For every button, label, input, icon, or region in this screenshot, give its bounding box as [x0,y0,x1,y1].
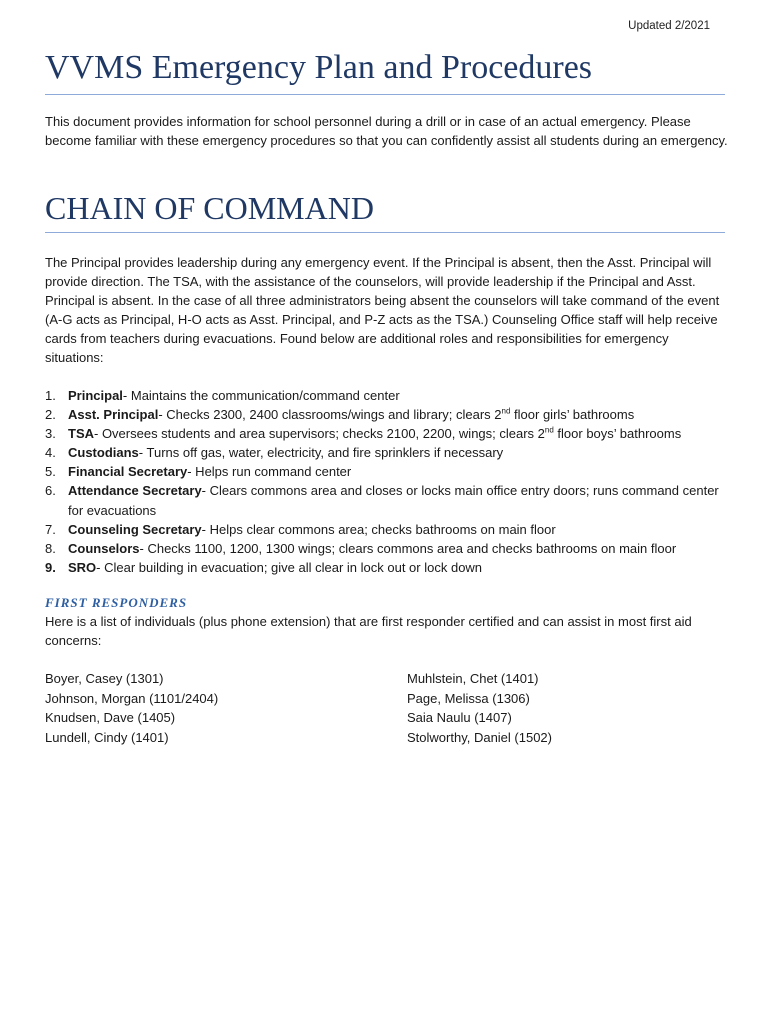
role-name: SRO [68,559,97,575]
role-number: 3. [45,426,56,442]
first-responders-list-left [45,669,218,747]
role-item [45,481,725,519]
role-description-continued: floor boys’ bathrooms [553,426,682,442]
responder-name: Knudsen, Dave (1405) [45,710,176,725]
role-item [45,443,725,462]
role-number: 4. [45,445,56,461]
responder-name: Muhlstein, Chet (1401) [407,671,539,686]
responder-name: Saia Naulu (1407) [407,710,512,725]
role-description: - Checks 2300, 2400 classrooms/wings and library; clears 2 [158,407,502,423]
role-name: Asst. Principal [68,407,159,423]
role-number: 9. [45,559,56,575]
role-item [45,558,725,577]
role-item [45,405,725,424]
first-responders-heading: FIRST RESPONDERS [45,595,188,610]
chain-of-command-heading: CHAIN OF COMMAND [45,188,725,233]
role-number: 2. [45,407,56,423]
role-description: - Checks 1100, 1200, 1300 wings; clears commons area and checks bathrooms on main floor [139,540,677,556]
role-name: TSA [68,426,94,442]
role-description: - Oversees students and area supervisors; checks 2100, 2200, wings; clears 2 [94,426,545,442]
updated-date: Updated 2/2021 [628,20,710,32]
responder-name: Page, Melissa (1306) [407,690,530,706]
responder-name: Stolworthy, Daniel (1502) [407,729,552,745]
document-title: VVMS Emergency Plan and Procedures [45,48,725,95]
role-item [45,520,725,539]
responder-name: Lundell, Cindy (1401) [45,729,169,745]
role-number: 5. [45,464,56,480]
role-description: - Helps run command center [187,464,352,480]
role-name: Attendance Secretary [68,483,202,499]
role-number: 6. [45,483,56,499]
role-name: Principal [68,388,123,403]
role-number: 7. [45,521,56,537]
roles-list [45,386,725,577]
ordinal-suffix: nd [544,425,554,435]
role-description: - Turns off gas, water, electricity, and fire sprinklers if necessary [138,445,504,461]
role-name: Counselors [68,540,140,556]
role-description: - Helps clear commons area; checks bathrooms on main floor [201,521,556,537]
role-item [45,424,725,443]
role-description: - Clears commons area and closes or locks main office entry doors; runs command center for evacuations [68,483,719,518]
role-name: Custodians [68,445,139,461]
responder-name: Boyer, Casey (1301) [45,671,164,686]
role-description: - Clear building in evacuation; give all clear in lock out or lock down [96,559,483,575]
role-item [45,462,725,481]
responder-name: Johnson, Morgan (1101/2404) [45,690,219,706]
role-description: - Maintains the communication/command center [122,388,400,403]
first-responders-list-right [407,669,552,747]
role-number: 8. [45,540,56,556]
role-description-continued: floor girls’ bathrooms [510,407,635,423]
ordinal-suffix: nd [501,406,511,416]
intro-paragraph: This document provides information for school personnel during a drill or in case of an actual emergency. Please become familiar with these emergency procedures so that you can confidently assist all students during an emergency. [45,114,728,149]
role-name: Counseling Secretary [68,521,202,537]
role-item [45,386,725,405]
role-number: 1. [45,388,56,403]
first-responders-paragraph: Here is a list of individuals (plus phone extension) that are first responder certified and can assist in most first aid concerns: [45,614,692,649]
role-name: Financial Secretary [68,464,188,480]
role-item [45,539,725,558]
chain-of-command-paragraph: The Principal provides leadership during any emergency event. If the Principal is absent, then the Asst. Principal will provide direction. The TSA, with the assistance of the counselors, will provide leadership if the Principal and Asst. Principal is absent. In the case of all three administrators being absent the counselors will take command of the event (A-G acts as Principal, H-O acts as Asst. Principal, and P-Z acts as the TSA.) Counseling Office staff will help receive cards from teachers during evacuations. Found below are additional roles and responsibilities for emergency situations: [45,255,720,366]
